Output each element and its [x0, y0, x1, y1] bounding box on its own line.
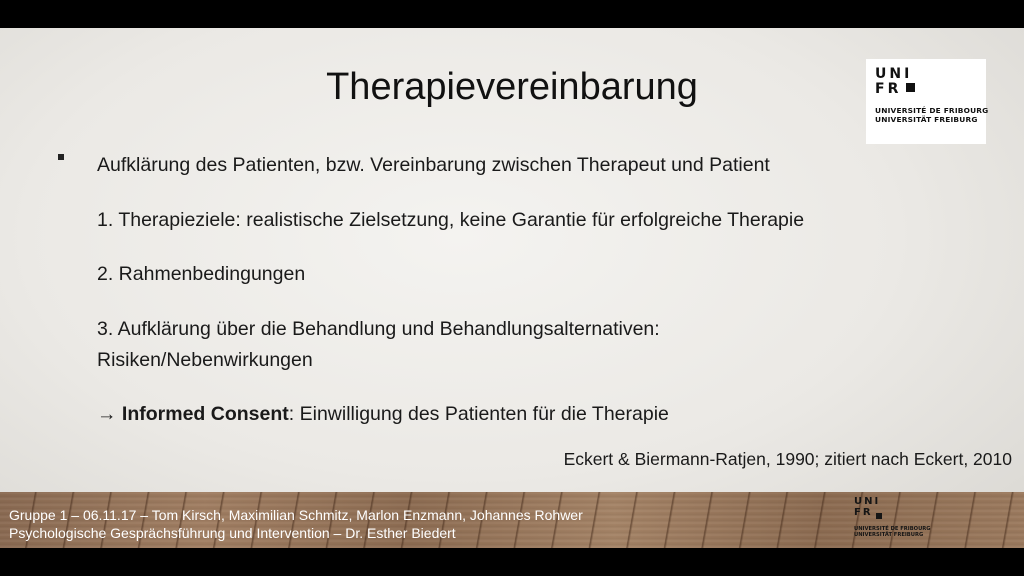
footer — [0, 492, 1024, 548]
logo-square-icon — [906, 83, 915, 92]
arrow-icon: → — [97, 403, 117, 425]
item-therapieziele: 1. Therapieziele: realistische Zielsetzung, keine Garantie für erfolgreiche Therapie — [97, 209, 805, 231]
informed-consent-term: Informed Consent — [121, 403, 289, 425]
bullet-text: Aufklärung des Patienten, bzw. Vereinbarung zwischen Therapeut und Patient — [97, 154, 770, 176]
footer-logo-mark: UNI FR — [854, 496, 881, 518]
footer-logo-name-fr: UNIVERSITÉ DE FRIBOURG — [854, 526, 931, 532]
logo-name-de: UNIVERSITÄT FREIBURG — [875, 115, 978, 124]
item-aufklaerung: 3. Aufklärung über die Behandlung und Behandlungsalternativen: — [97, 318, 660, 340]
item-rahmenbedingungen: 2. Rahmenbedingungen — [97, 263, 306, 285]
logo-name-fr: UNIVERSITÉ DE FRIBOURG — [875, 106, 989, 115]
citation: Eckert & Biermann-Ratjen, 1990; zitiert nach Eckert, 2010 — [563, 449, 1012, 469]
informed-consent-line — [97, 403, 669, 426]
slide — [0, 28, 1024, 548]
footer-logo-name-de: UNIVERSITÄT FREIBURG — [854, 532, 924, 538]
footer-text — [9, 506, 583, 542]
item-risiken: Risiken/Nebenwirkungen — [97, 349, 313, 371]
square-bullet-icon — [58, 154, 64, 160]
footer-line-2: Psychologische Gesprächsführung und Intervention – Dr. Esther Biedert — [9, 525, 456, 541]
footer-logo-square-icon — [876, 513, 882, 519]
footer-logo — [854, 496, 938, 544]
logo-mark: UNI FR — [875, 66, 913, 97]
slide-title: Therapievereinbarung — [326, 66, 698, 108]
informed-consent-text: : Einwilligung des Patienten für die Therapie — [288, 403, 669, 425]
university-logo — [866, 59, 989, 144]
footer-line-1: Gruppe 1 – 06.11.17 – Tom Kirsch, Maximilian Schmitz, Marlon Enzmann, Johannes Rohwer — [9, 507, 583, 523]
